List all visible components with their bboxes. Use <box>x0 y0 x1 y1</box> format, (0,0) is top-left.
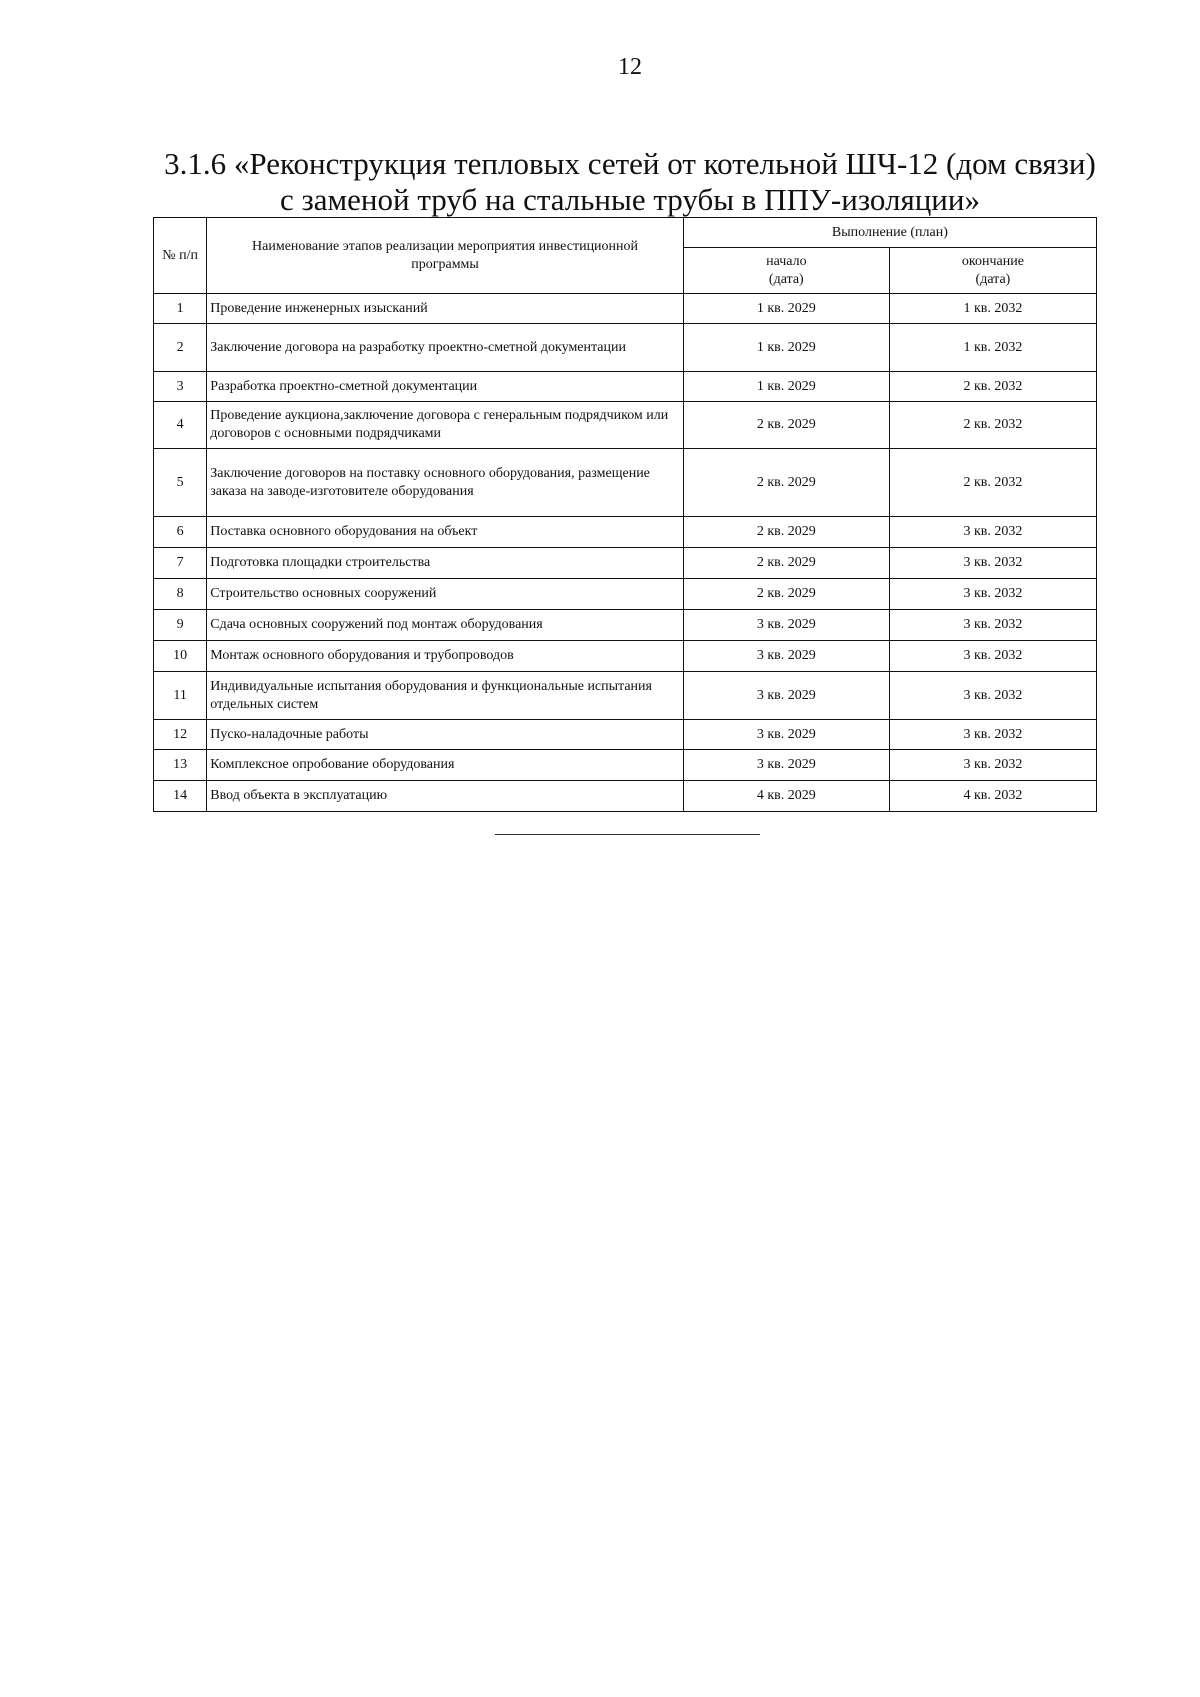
row-number: 6 <box>154 517 207 548</box>
row-number: 5 <box>154 449 207 517</box>
header-number: № п/п <box>154 218 207 294</box>
table-row <box>154 579 1097 610</box>
row-number: 7 <box>154 548 207 579</box>
row-end: 2 кв. 2032 <box>889 372 1096 402</box>
row-stage-name: Разработка проектно-сметной документации <box>207 372 684 402</box>
row-start: 2 кв. 2029 <box>683 548 889 579</box>
header-stage-name: Наименование этапов реализации мероприятия инвестиционной программы <box>207 218 684 294</box>
header-start-date <box>683 248 889 294</box>
table-row <box>154 324 1097 372</box>
table-row <box>154 372 1097 402</box>
row-start: 1 кв. 2029 <box>683 372 889 402</box>
row-end: 3 кв. 2032 <box>889 672 1096 720</box>
row-start: 2 кв. 2029 <box>683 402 889 449</box>
header-end-date <box>889 248 1096 294</box>
row-stage-name: Сдача основных сооружений под монтаж оборудования <box>207 610 684 641</box>
row-start: 2 кв. 2029 <box>683 579 889 610</box>
row-stage-name: Ввод объекта в эксплуатацию <box>207 781 684 812</box>
row-end: 4 кв. 2032 <box>889 781 1096 812</box>
row-number: 8 <box>154 579 207 610</box>
header-start-line1: начало <box>766 253 807 269</box>
implementation-schedule-table <box>153 217 1097 812</box>
table-row <box>154 720 1097 750</box>
row-number: 4 <box>154 402 207 449</box>
table-row <box>154 672 1097 720</box>
row-end: 3 кв. 2032 <box>889 641 1096 672</box>
header-execution-plan: Выполнение (план) <box>683 218 1096 248</box>
row-start: 3 кв. 2029 <box>683 641 889 672</box>
page-title <box>150 146 1110 218</box>
row-stage-name: Заключение договора на разработку проектно-сметной документации <box>207 324 684 372</box>
table-row <box>154 750 1097 781</box>
row-number: 13 <box>154 750 207 781</box>
row-end: 3 кв. 2032 <box>889 579 1096 610</box>
row-stage-name: Пуско-наладочные работы <box>207 720 684 750</box>
table-row <box>154 294 1097 324</box>
footer-divider <box>495 834 760 835</box>
header-start-line2: (дата) <box>768 271 804 287</box>
row-stage-name: Заключение договоров на поставку основного оборудования, размещение заказа на заводе-изготовителе оборудования <box>207 449 684 517</box>
row-stage-name: Проведение аукциона,заключение договора с генеральным подрядчиком или договоров с основными подрядчиками <box>207 402 684 449</box>
table-header-row <box>154 218 1097 248</box>
row-number: 10 <box>154 641 207 672</box>
row-stage-name: Подготовка площадки строительства <box>207 548 684 579</box>
row-number: 12 <box>154 720 207 750</box>
row-stage-name: Монтаж основного оборудования и трубопроводов <box>207 641 684 672</box>
row-start: 3 кв. 2029 <box>683 672 889 720</box>
row-number: 3 <box>154 372 207 402</box>
row-end: 2 кв. 2032 <box>889 449 1096 517</box>
row-end: 3 кв. 2032 <box>889 610 1096 641</box>
row-end: 2 кв. 2032 <box>889 402 1096 449</box>
title-line-2: с заменой труб на стальные трубы в ППУ-изоляции» <box>280 182 980 217</box>
row-end: 3 кв. 2032 <box>889 750 1096 781</box>
row-stage-name: Строительство основных сооружений <box>207 579 684 610</box>
row-number: 2 <box>154 324 207 372</box>
title-line-1: 3.1.6 «Реконструкция тепловых сетей от котельной ШЧ-12 (дом связи) <box>164 146 1096 181</box>
row-stage-name: Индивидуальные испытания оборудования и функциональные испытания отдельных систем <box>207 672 684 720</box>
row-end: 3 кв. 2032 <box>889 548 1096 579</box>
table-row <box>154 610 1097 641</box>
table-row <box>154 517 1097 548</box>
row-number: 11 <box>154 672 207 720</box>
row-start: 3 кв. 2029 <box>683 720 889 750</box>
row-start: 3 кв. 2029 <box>683 750 889 781</box>
table-row <box>154 402 1097 449</box>
row-start: 3 кв. 2029 <box>683 610 889 641</box>
row-number: 9 <box>154 610 207 641</box>
row-start: 1 кв. 2029 <box>683 324 889 372</box>
header-end-line2: (дата) <box>975 271 1011 287</box>
row-end: 3 кв. 2032 <box>889 517 1096 548</box>
row-start: 4 кв. 2029 <box>683 781 889 812</box>
row-stage-name: Проведение инженерных изысканий <box>207 294 684 324</box>
table-row <box>154 449 1097 517</box>
row-end: 1 кв. 2032 <box>889 324 1096 372</box>
row-end: 1 кв. 2032 <box>889 294 1096 324</box>
row-start: 2 кв. 2029 <box>683 449 889 517</box>
row-end: 3 кв. 2032 <box>889 720 1096 750</box>
table-row <box>154 781 1097 812</box>
header-end-line1: окончание <box>961 253 1024 269</box>
row-start: 2 кв. 2029 <box>683 517 889 548</box>
row-number: 1 <box>154 294 207 324</box>
row-stage-name: Комплексное опробование оборудования <box>207 750 684 781</box>
page-number: 12 <box>618 54 642 80</box>
row-start: 1 кв. 2029 <box>683 294 889 324</box>
table-row <box>154 548 1097 579</box>
row-stage-name: Поставка основного оборудования на объект <box>207 517 684 548</box>
table-row <box>154 641 1097 672</box>
row-number: 14 <box>154 781 207 812</box>
